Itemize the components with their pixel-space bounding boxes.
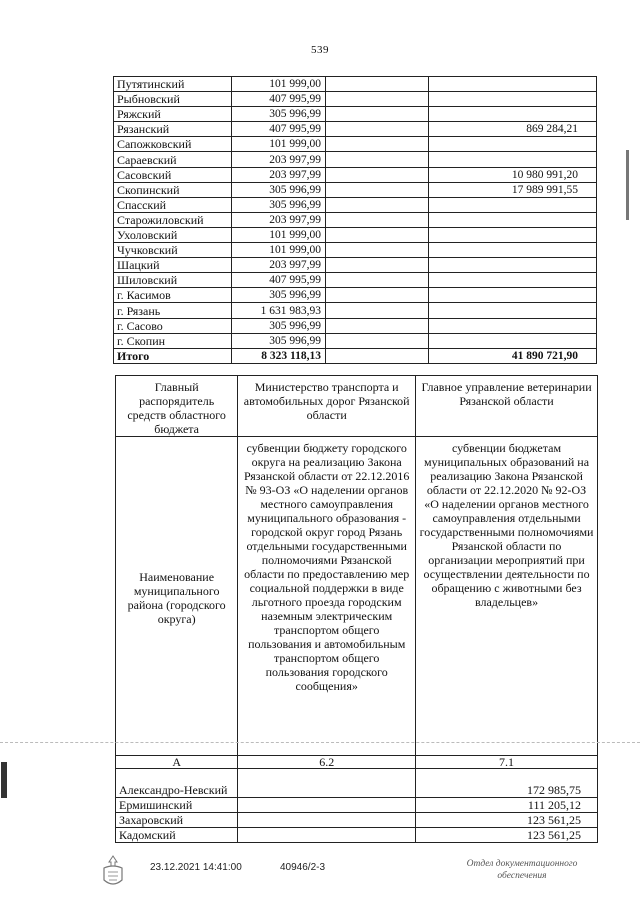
desc-municipality-name: Наименование муниципального района (городского округа): [116, 437, 238, 756]
municipality-cell: Сараевский: [114, 152, 232, 167]
municipality-cell: Скопинский: [114, 182, 232, 197]
table-row: [114, 197, 597, 212]
amount-cell: 101 999,00: [232, 77, 326, 92]
index-6-2: 6.2: [238, 756, 416, 769]
table-description-row: [116, 437, 598, 756]
table-row: [114, 258, 597, 273]
municipality-cell: Шиловский: [114, 273, 232, 288]
empty-cell: [325, 303, 428, 318]
amount-cell: 41 890 721,90: [429, 348, 597, 363]
amount-cell: 17 989 991,55: [429, 182, 597, 197]
amount-cell: 305 996,99: [232, 197, 326, 212]
total-row: [114, 348, 597, 363]
subsidy-table-part-2: [115, 375, 598, 843]
empty-cell: [325, 243, 428, 258]
page-number: 539: [311, 44, 329, 56]
table-row: [114, 212, 597, 227]
amount-cell: 305 996,99: [232, 182, 326, 197]
amount-cell: 101 999,00: [232, 243, 326, 258]
table-row: [114, 107, 597, 122]
municipality-cell: Кадомский: [116, 828, 238, 843]
amount-cell: 123 561,25: [416, 828, 598, 843]
municipality-cell: Шацкий: [114, 258, 232, 273]
scan-artifact-line: [0, 742, 640, 743]
empty-cell: [325, 318, 428, 333]
municipality-cell: г. Касимов: [114, 288, 232, 303]
amount-cell: 111 205,12: [416, 798, 598, 813]
municipality-cell: Спасский: [114, 197, 232, 212]
table-row: [116, 769, 598, 798]
empty-cell: [325, 92, 428, 107]
municipality-cell: Итого: [114, 348, 232, 363]
amount-cell: [429, 243, 597, 258]
municipality-cell: Сапожковский: [114, 137, 232, 152]
table-row: [114, 288, 597, 303]
amount-cell: 203 997,99: [232, 258, 326, 273]
amount-cell: 8 323 118,13: [232, 348, 326, 363]
department-stamp: Отдел документационного обеспечения: [466, 859, 578, 881]
table-row: [116, 828, 598, 843]
amount-cell: 123 561,25: [416, 813, 598, 828]
amount-cell: 869 284,21: [429, 122, 597, 137]
amount-cell: 305 996,99: [232, 333, 326, 348]
amount-cell: 305 996,99: [232, 288, 326, 303]
coat-of-arms-icon: [100, 854, 126, 890]
amount-cell: 305 996,99: [232, 107, 326, 122]
footer-datetime: 23.12.2021 14:41:00: [150, 862, 242, 873]
amount-cell: [429, 318, 597, 333]
amount-cell: [429, 137, 597, 152]
amount-cell: [429, 212, 597, 227]
municipality-cell: г. Рязань: [114, 303, 232, 318]
amount-cell: 101 999,00: [232, 227, 326, 242]
empty-cell: [325, 197, 428, 212]
municipality-cell: Александро-Невский: [116, 769, 238, 798]
amount-cell: 1 631 983,93: [232, 303, 326, 318]
empty-cell: [325, 333, 428, 348]
empty-cell: [325, 348, 428, 363]
municipality-cell: Рыбновский: [114, 92, 232, 107]
table-row: [116, 813, 598, 828]
header-transport-ministry: Министерство транспорта и автомобильных дорог Рязанской области: [238, 376, 416, 437]
table-row: [114, 92, 597, 107]
amount-cell: [429, 77, 597, 92]
table-row: [114, 182, 597, 197]
table-row: [114, 122, 597, 137]
desc-veterinary-subvention: субвенции бюджетам муниципальных образований на реализацию Закона Рязанской области от 22.12.2020 № 92-ОЗ «О наделении органов местного самоуправления отдельными государственными полномочиями Рязанской области по организации мероприятий при осуществлении деятельности по обращению с животными без владельцев»: [416, 437, 598, 756]
municipality-cell: Сасовский: [114, 167, 232, 182]
municipality-cell: г. Сасово: [114, 318, 232, 333]
empty-cell: [325, 258, 428, 273]
amount-cell: [429, 227, 597, 242]
table-row: [114, 303, 597, 318]
table-row: [114, 243, 597, 258]
empty-cell: [325, 212, 428, 227]
table-row: [114, 333, 597, 348]
municipality-cell: Ухоловский: [114, 227, 232, 242]
subsidy-table-part-1: [113, 76, 597, 364]
header-veterinary-department: Главное управление ветеринарии Рязанской области: [416, 376, 598, 437]
amount-cell: 172 985,75: [416, 769, 598, 798]
empty-cell: [325, 273, 428, 288]
amount-cell: [238, 813, 416, 828]
amount-cell: [429, 258, 597, 273]
empty-cell: [325, 288, 428, 303]
empty-cell: [325, 227, 428, 242]
municipality-cell: Рязанский: [114, 122, 232, 137]
table-row: [116, 798, 598, 813]
municipality-cell: Старожиловский: [114, 212, 232, 227]
table-row: [114, 318, 597, 333]
amount-cell: [429, 333, 597, 348]
amount-cell: [238, 769, 416, 798]
empty-cell: [325, 107, 428, 122]
amount-cell: [429, 92, 597, 107]
desc-transport-subvention: субвенции бюджету городского округа на реализацию Закона Рязанской области от 22.12.2016 № 93-ОЗ «О наделении органов местного самоуправления муниципального образования - городской округ город Рязань отдельными государственными полномочиями Рязанской области по предоставлению мер социальной поддержки в виде льготного проезда городским наземным электрическим транспортом общего пользования и автомобильным транспортом общего пользования городского сообщения»: [238, 437, 416, 756]
amount-cell: 407 995,99: [232, 122, 326, 137]
header-main-administrator: Главный распорядитель средств областного бюджета: [116, 376, 238, 437]
amount-cell: 407 995,99: [232, 273, 326, 288]
empty-cell: [325, 182, 428, 197]
table-row: [114, 273, 597, 288]
amount-cell: [238, 798, 416, 813]
municipality-cell: Чучковский: [114, 243, 232, 258]
table-index-row: [116, 756, 598, 769]
municipality-cell: Захаровский: [116, 813, 238, 828]
amount-cell: 305 996,99: [232, 318, 326, 333]
amount-cell: 407 995,99: [232, 92, 326, 107]
municipality-cell: Ряжский: [114, 107, 232, 122]
empty-cell: [325, 137, 428, 152]
empty-cell: [325, 77, 428, 92]
table-row: [114, 77, 597, 92]
amount-cell: 101 999,00: [232, 137, 326, 152]
table-header-row: [116, 376, 598, 437]
amount-cell: 203 997,99: [232, 167, 326, 182]
scan-edge-mark: [1, 762, 7, 798]
table-row: [114, 227, 597, 242]
municipality-cell: г. Скопин: [114, 333, 232, 348]
amount-cell: 10 980 991,20: [429, 167, 597, 182]
empty-cell: [325, 122, 428, 137]
table-row: [114, 167, 597, 182]
scan-edge-mark-right: [626, 150, 629, 220]
table-row: [114, 137, 597, 152]
index-7-1: 7.1: [416, 756, 598, 769]
amount-cell: [429, 152, 597, 167]
amount-cell: [429, 273, 597, 288]
amount-cell: [238, 828, 416, 843]
amount-cell: [429, 303, 597, 318]
amount-cell: 203 997,99: [232, 152, 326, 167]
table-row: [114, 152, 597, 167]
amount-cell: [429, 197, 597, 212]
amount-cell: [429, 288, 597, 303]
amount-cell: [429, 107, 597, 122]
amount-cell: 203 997,99: [232, 212, 326, 227]
municipality-cell: Ермишинский: [116, 798, 238, 813]
empty-cell: [325, 152, 428, 167]
empty-cell: [325, 167, 428, 182]
footer-doc-id: 40946/2-3: [280, 862, 326, 873]
municipality-cell: Путятинский: [114, 77, 232, 92]
index-a: А: [116, 756, 238, 769]
